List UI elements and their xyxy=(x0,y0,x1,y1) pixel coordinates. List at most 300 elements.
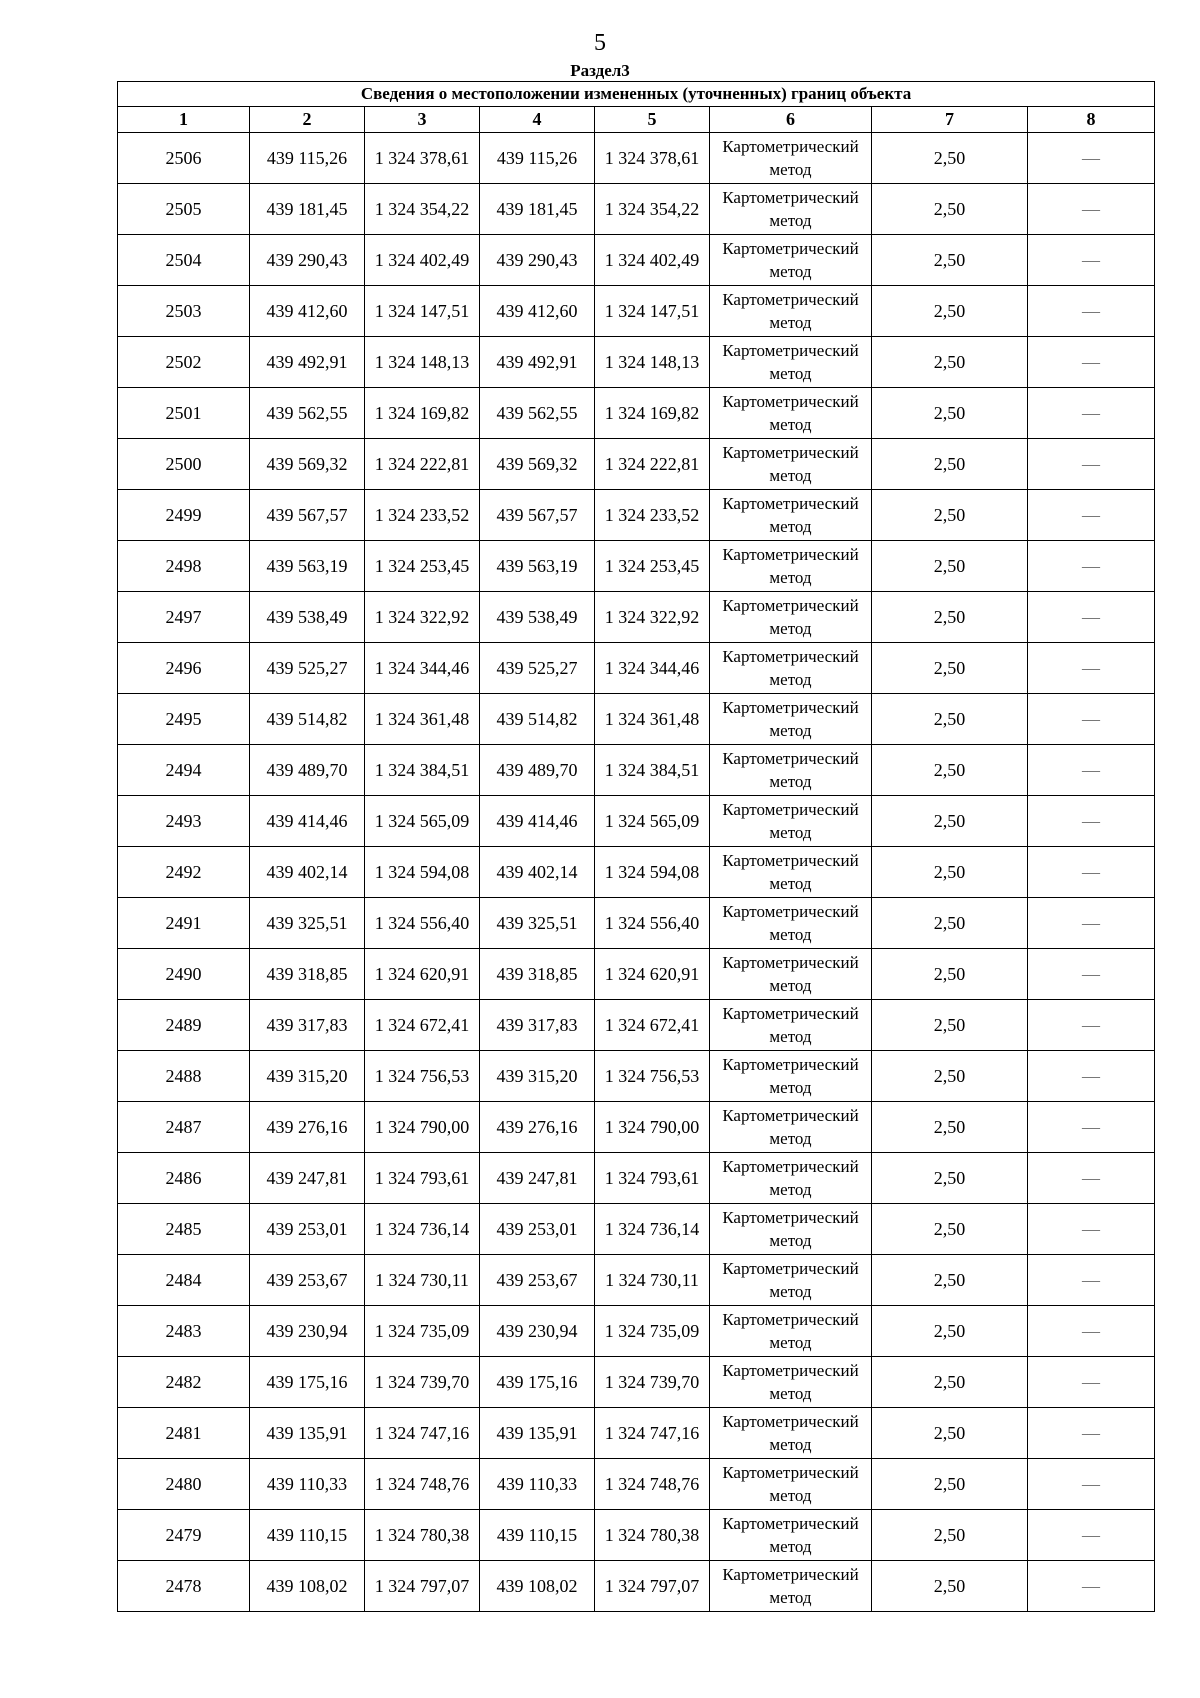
table-row xyxy=(118,439,1155,490)
x-refined-cell: 439 253,01 xyxy=(480,1204,595,1255)
method-cell xyxy=(710,1357,872,1408)
x-refined-cell: 439 290,43 xyxy=(480,235,595,286)
method-text: Картометрический метод xyxy=(722,596,859,638)
accuracy-cell: 2,50 xyxy=(872,1204,1028,1255)
table-row xyxy=(118,1000,1155,1051)
method-text: Картометрический метод xyxy=(722,341,859,383)
x-existing-cell: 439 525,27 xyxy=(250,643,365,694)
description-cell xyxy=(1028,1051,1155,1102)
table-caption: Сведения о местоположении измененных (уточненных) границ объекта xyxy=(118,82,1155,107)
method-text: Картометрический метод xyxy=(722,290,859,332)
table-row xyxy=(118,949,1155,1000)
table-row xyxy=(118,337,1155,388)
method-cell xyxy=(710,745,872,796)
x-existing-cell: 439 402,14 xyxy=(250,847,365,898)
y-refined-cell: 1 324 736,14 xyxy=(595,1204,710,1255)
table-row xyxy=(118,643,1155,694)
x-refined-cell: 439 325,51 xyxy=(480,898,595,949)
y-existing-cell: 1 324 354,22 xyxy=(365,184,480,235)
y-existing-cell: 1 324 790,00 xyxy=(365,1102,480,1153)
x-refined-cell: 439 315,20 xyxy=(480,1051,595,1102)
description-cell xyxy=(1028,1153,1155,1204)
point-number-cell: 2481 xyxy=(118,1408,250,1459)
y-existing-cell: 1 324 344,46 xyxy=(365,643,480,694)
x-existing-cell: 439 318,85 xyxy=(250,949,365,1000)
description-cell xyxy=(1028,745,1155,796)
description-cell xyxy=(1028,388,1155,439)
method-cell xyxy=(710,1102,872,1153)
table-row xyxy=(118,1459,1155,1510)
dash-text: — xyxy=(1082,453,1101,474)
table-row xyxy=(118,1153,1155,1204)
dash-text: — xyxy=(1082,1065,1101,1086)
point-number-cell: 2489 xyxy=(118,1000,250,1051)
dash-text: — xyxy=(1082,657,1101,678)
x-refined-cell: 439 181,45 xyxy=(480,184,595,235)
description-cell xyxy=(1028,796,1155,847)
method-cell xyxy=(710,1153,872,1204)
boundary-coordinates-table xyxy=(117,81,1155,1612)
x-existing-cell: 439 110,15 xyxy=(250,1510,365,1561)
dash-text: — xyxy=(1082,708,1101,729)
y-existing-cell: 1 324 402,49 xyxy=(365,235,480,286)
x-existing-cell: 439 414,46 xyxy=(250,796,365,847)
x-existing-cell: 439 290,43 xyxy=(250,235,365,286)
y-refined-cell: 1 324 780,38 xyxy=(595,1510,710,1561)
table-row xyxy=(118,1357,1155,1408)
x-refined-cell: 439 276,16 xyxy=(480,1102,595,1153)
accuracy-cell: 2,50 xyxy=(872,745,1028,796)
accuracy-cell: 2,50 xyxy=(872,592,1028,643)
x-refined-cell: 439 115,26 xyxy=(480,133,595,184)
y-refined-cell: 1 324 147,51 xyxy=(595,286,710,337)
table-row xyxy=(118,1408,1155,1459)
description-cell xyxy=(1028,1561,1155,1612)
point-number-cell: 2500 xyxy=(118,439,250,490)
point-number-cell: 2484 xyxy=(118,1255,250,1306)
y-refined-cell: 1 324 748,76 xyxy=(595,1459,710,1510)
x-refined-cell: 439 317,83 xyxy=(480,1000,595,1051)
point-number-cell: 2496 xyxy=(118,643,250,694)
point-number-cell: 2486 xyxy=(118,1153,250,1204)
y-existing-cell: 1 324 233,52 xyxy=(365,490,480,541)
y-existing-cell: 1 324 747,16 xyxy=(365,1408,480,1459)
description-cell xyxy=(1028,1459,1155,1510)
method-cell xyxy=(710,439,872,490)
y-existing-cell: 1 324 556,40 xyxy=(365,898,480,949)
dash-text: — xyxy=(1082,504,1101,525)
y-refined-cell: 1 324 253,45 xyxy=(595,541,710,592)
table-row xyxy=(118,847,1155,898)
method-text: Картометрический метод xyxy=(722,698,859,740)
section-title: Раздел3 xyxy=(570,61,630,80)
point-number-cell: 2490 xyxy=(118,949,250,1000)
y-existing-cell: 1 324 169,82 xyxy=(365,388,480,439)
method-text: Картометрический метод xyxy=(722,953,859,995)
point-number-cell: 2493 xyxy=(118,796,250,847)
x-existing-cell: 439 412,60 xyxy=(250,286,365,337)
method-text: Картометрический метод xyxy=(722,1514,859,1556)
y-existing-cell: 1 324 797,07 xyxy=(365,1561,480,1612)
method-text: Картометрический метод xyxy=(722,494,859,536)
y-existing-cell: 1 324 735,09 xyxy=(365,1306,480,1357)
y-existing-cell: 1 324 620,91 xyxy=(365,949,480,1000)
accuracy-cell: 2,50 xyxy=(872,133,1028,184)
description-cell xyxy=(1028,1408,1155,1459)
accuracy-cell: 2,50 xyxy=(872,490,1028,541)
accuracy-cell: 2,50 xyxy=(872,1000,1028,1051)
accuracy-cell: 2,50 xyxy=(872,694,1028,745)
method-text: Картометрический метод xyxy=(722,1310,859,1352)
x-existing-cell: 439 181,45 xyxy=(250,184,365,235)
dash-text: — xyxy=(1082,198,1101,219)
table-row xyxy=(118,541,1155,592)
x-refined-cell: 439 412,60 xyxy=(480,286,595,337)
point-number-cell: 2505 xyxy=(118,184,250,235)
dash-text: — xyxy=(1082,1320,1101,1341)
dash-text: — xyxy=(1082,963,1101,984)
accuracy-cell: 2,50 xyxy=(872,1051,1028,1102)
y-existing-cell: 1 324 253,45 xyxy=(365,541,480,592)
x-existing-cell: 439 492,91 xyxy=(250,337,365,388)
x-refined-cell: 439 402,14 xyxy=(480,847,595,898)
x-refined-cell: 439 108,02 xyxy=(480,1561,595,1612)
y-existing-cell: 1 324 565,09 xyxy=(365,796,480,847)
method-cell xyxy=(710,1408,872,1459)
x-existing-cell: 439 115,26 xyxy=(250,133,365,184)
column-number-5: 5 xyxy=(595,107,710,133)
x-refined-cell: 439 514,82 xyxy=(480,694,595,745)
x-refined-cell: 439 562,55 xyxy=(480,388,595,439)
description-cell xyxy=(1028,1255,1155,1306)
accuracy-cell: 2,50 xyxy=(872,1408,1028,1459)
x-refined-cell: 439 253,67 xyxy=(480,1255,595,1306)
dash-text: — xyxy=(1082,606,1101,627)
dash-text: — xyxy=(1082,912,1101,933)
dash-text: — xyxy=(1082,300,1101,321)
y-existing-cell: 1 324 780,38 xyxy=(365,1510,480,1561)
accuracy-cell: 2,50 xyxy=(872,898,1028,949)
accuracy-cell: 2,50 xyxy=(872,184,1028,235)
x-refined-cell: 439 175,16 xyxy=(480,1357,595,1408)
method-cell xyxy=(710,949,872,1000)
x-refined-cell: 439 230,94 xyxy=(480,1306,595,1357)
y-existing-cell: 1 324 147,51 xyxy=(365,286,480,337)
column-number-row xyxy=(118,107,1155,133)
page-number: 5 xyxy=(594,30,606,56)
method-cell xyxy=(710,1051,872,1102)
x-refined-cell: 439 135,91 xyxy=(480,1408,595,1459)
accuracy-cell: 2,50 xyxy=(872,439,1028,490)
y-refined-cell: 1 324 672,41 xyxy=(595,1000,710,1051)
x-refined-cell: 439 492,91 xyxy=(480,337,595,388)
method-cell xyxy=(710,235,872,286)
x-existing-cell: 439 538,49 xyxy=(250,592,365,643)
y-existing-cell: 1 324 739,70 xyxy=(365,1357,480,1408)
accuracy-cell: 2,50 xyxy=(872,541,1028,592)
method-cell xyxy=(710,1459,872,1510)
method-cell xyxy=(710,490,872,541)
dash-text: — xyxy=(1082,249,1101,270)
y-refined-cell: 1 324 565,09 xyxy=(595,796,710,847)
accuracy-cell: 2,50 xyxy=(872,847,1028,898)
x-existing-cell: 439 108,02 xyxy=(250,1561,365,1612)
x-refined-cell: 439 247,81 xyxy=(480,1153,595,1204)
method-text: Картометрический метод xyxy=(722,851,859,893)
point-number-cell: 2487 xyxy=(118,1102,250,1153)
description-cell xyxy=(1028,235,1155,286)
dash-text: — xyxy=(1082,351,1101,372)
x-refined-cell: 439 563,19 xyxy=(480,541,595,592)
dash-text: — xyxy=(1082,1524,1101,1545)
x-existing-cell: 439 253,67 xyxy=(250,1255,365,1306)
y-existing-cell: 1 324 222,81 xyxy=(365,439,480,490)
table-row xyxy=(118,1051,1155,1102)
method-text: Картометрический метод xyxy=(722,1259,859,1301)
description-cell xyxy=(1028,898,1155,949)
description-cell xyxy=(1028,439,1155,490)
y-existing-cell: 1 324 748,76 xyxy=(365,1459,480,1510)
y-refined-cell: 1 324 556,40 xyxy=(595,898,710,949)
dash-text: — xyxy=(1082,861,1101,882)
x-existing-cell: 439 175,16 xyxy=(250,1357,365,1408)
column-number-8: 8 xyxy=(1028,107,1155,133)
method-text: Картометрический метод xyxy=(722,1157,859,1199)
method-cell xyxy=(710,1306,872,1357)
description-cell xyxy=(1028,133,1155,184)
x-existing-cell: 439 247,81 xyxy=(250,1153,365,1204)
point-number-cell: 2497 xyxy=(118,592,250,643)
point-number-cell: 2478 xyxy=(118,1561,250,1612)
y-existing-cell: 1 324 594,08 xyxy=(365,847,480,898)
dash-text: — xyxy=(1082,1422,1101,1443)
method-text: Картометрический метод xyxy=(722,1106,859,1148)
table-row xyxy=(118,388,1155,439)
dash-text: — xyxy=(1082,1371,1101,1392)
x-refined-cell: 439 525,27 xyxy=(480,643,595,694)
y-existing-cell: 1 324 793,61 xyxy=(365,1153,480,1204)
description-cell xyxy=(1028,1510,1155,1561)
x-existing-cell: 439 276,16 xyxy=(250,1102,365,1153)
x-existing-cell: 439 253,01 xyxy=(250,1204,365,1255)
point-number-cell: 2494 xyxy=(118,745,250,796)
y-refined-cell: 1 324 797,07 xyxy=(595,1561,710,1612)
method-text: Картометрический метод xyxy=(722,1463,859,1505)
y-refined-cell: 1 324 739,70 xyxy=(595,1357,710,1408)
method-cell xyxy=(710,286,872,337)
y-refined-cell: 1 324 361,48 xyxy=(595,694,710,745)
x-refined-cell: 439 567,57 xyxy=(480,490,595,541)
x-existing-cell: 439 315,20 xyxy=(250,1051,365,1102)
dash-text: — xyxy=(1082,1167,1101,1188)
y-existing-cell: 1 324 730,11 xyxy=(365,1255,480,1306)
x-existing-cell: 439 230,94 xyxy=(250,1306,365,1357)
dash-text: — xyxy=(1082,810,1101,831)
point-number-cell: 2503 xyxy=(118,286,250,337)
table-row xyxy=(118,1102,1155,1153)
table-row xyxy=(118,796,1155,847)
y-refined-cell: 1 324 384,51 xyxy=(595,745,710,796)
method-cell xyxy=(710,1204,872,1255)
accuracy-cell: 2,50 xyxy=(872,1102,1028,1153)
y-existing-cell: 1 324 361,48 xyxy=(365,694,480,745)
method-cell xyxy=(710,1000,872,1051)
y-refined-cell: 1 324 169,82 xyxy=(595,388,710,439)
table-row xyxy=(118,286,1155,337)
x-refined-cell: 439 110,15 xyxy=(480,1510,595,1561)
column-number-1: 1 xyxy=(118,107,250,133)
description-cell xyxy=(1028,1357,1155,1408)
y-existing-cell: 1 324 148,13 xyxy=(365,337,480,388)
x-existing-cell: 439 514,82 xyxy=(250,694,365,745)
y-existing-cell: 1 324 736,14 xyxy=(365,1204,480,1255)
method-text: Картометрический метод xyxy=(722,443,859,485)
method-cell xyxy=(710,1561,872,1612)
table-row xyxy=(118,133,1155,184)
point-number-cell: 2501 xyxy=(118,388,250,439)
y-refined-cell: 1 324 402,49 xyxy=(595,235,710,286)
y-refined-cell: 1 324 756,53 xyxy=(595,1051,710,1102)
x-refined-cell: 439 318,85 xyxy=(480,949,595,1000)
method-text: Картометрический метод xyxy=(722,239,859,281)
method-text: Картометрический метод xyxy=(722,1208,859,1250)
y-refined-cell: 1 324 730,11 xyxy=(595,1255,710,1306)
method-cell xyxy=(710,133,872,184)
point-number-cell: 2495 xyxy=(118,694,250,745)
description-cell xyxy=(1028,337,1155,388)
accuracy-cell: 2,50 xyxy=(872,1561,1028,1612)
description-cell xyxy=(1028,1102,1155,1153)
y-refined-cell: 1 324 222,81 xyxy=(595,439,710,490)
y-existing-cell: 1 324 378,61 xyxy=(365,133,480,184)
y-existing-cell: 1 324 384,51 xyxy=(365,745,480,796)
description-cell xyxy=(1028,694,1155,745)
method-cell xyxy=(710,592,872,643)
accuracy-cell: 2,50 xyxy=(872,235,1028,286)
method-cell xyxy=(710,541,872,592)
dash-text: — xyxy=(1082,147,1101,168)
description-cell xyxy=(1028,1306,1155,1357)
column-number-6: 6 xyxy=(710,107,872,133)
dash-text: — xyxy=(1082,759,1101,780)
method-cell xyxy=(710,643,872,694)
accuracy-cell: 2,50 xyxy=(872,388,1028,439)
y-refined-cell: 1 324 594,08 xyxy=(595,847,710,898)
x-refined-cell: 439 110,33 xyxy=(480,1459,595,1510)
description-cell xyxy=(1028,286,1155,337)
x-refined-cell: 439 569,32 xyxy=(480,439,595,490)
method-cell xyxy=(710,796,872,847)
point-number-cell: 2485 xyxy=(118,1204,250,1255)
method-text: Картометрический метод xyxy=(722,749,859,791)
dash-text: — xyxy=(1082,402,1101,423)
point-number-cell: 2498 xyxy=(118,541,250,592)
point-number-cell: 2479 xyxy=(118,1510,250,1561)
method-cell xyxy=(710,898,872,949)
table-row xyxy=(118,592,1155,643)
dash-text: — xyxy=(1082,1473,1101,1494)
y-refined-cell: 1 324 747,16 xyxy=(595,1408,710,1459)
method-cell xyxy=(710,1510,872,1561)
description-cell xyxy=(1028,643,1155,694)
method-cell xyxy=(710,694,872,745)
table-row xyxy=(118,694,1155,745)
accuracy-cell: 2,50 xyxy=(872,1255,1028,1306)
y-refined-cell: 1 324 322,92 xyxy=(595,592,710,643)
dash-text: — xyxy=(1082,1575,1101,1596)
accuracy-cell: 2,50 xyxy=(872,1459,1028,1510)
x-existing-cell: 439 567,57 xyxy=(250,490,365,541)
description-cell xyxy=(1028,541,1155,592)
y-refined-cell: 1 324 233,52 xyxy=(595,490,710,541)
point-number-cell: 2491 xyxy=(118,898,250,949)
description-cell xyxy=(1028,847,1155,898)
description-cell xyxy=(1028,592,1155,643)
accuracy-cell: 2,50 xyxy=(872,643,1028,694)
x-existing-cell: 439 562,55 xyxy=(250,388,365,439)
column-number-2: 2 xyxy=(250,107,365,133)
point-number-cell: 2502 xyxy=(118,337,250,388)
y-existing-cell: 1 324 672,41 xyxy=(365,1000,480,1051)
x-existing-cell: 439 563,19 xyxy=(250,541,365,592)
accuracy-cell: 2,50 xyxy=(872,1306,1028,1357)
y-refined-cell: 1 324 790,00 xyxy=(595,1102,710,1153)
x-existing-cell: 439 569,32 xyxy=(250,439,365,490)
table-row xyxy=(118,1204,1155,1255)
description-cell xyxy=(1028,949,1155,1000)
table-row xyxy=(118,490,1155,541)
x-refined-cell: 439 538,49 xyxy=(480,592,595,643)
table-row xyxy=(118,745,1155,796)
description-cell xyxy=(1028,490,1155,541)
method-cell xyxy=(710,388,872,439)
x-existing-cell: 439 110,33 xyxy=(250,1459,365,1510)
method-text: Картометрический метод xyxy=(722,647,859,689)
table-body xyxy=(118,133,1155,1612)
point-number-cell: 2488 xyxy=(118,1051,250,1102)
x-existing-cell: 439 317,83 xyxy=(250,1000,365,1051)
method-text: Картометрический метод xyxy=(722,1412,859,1454)
y-refined-cell: 1 324 148,13 xyxy=(595,337,710,388)
x-existing-cell: 439 135,91 xyxy=(250,1408,365,1459)
x-existing-cell: 439 325,51 xyxy=(250,898,365,949)
y-refined-cell: 1 324 735,09 xyxy=(595,1306,710,1357)
accuracy-cell: 2,50 xyxy=(872,337,1028,388)
method-cell xyxy=(710,847,872,898)
table-row xyxy=(118,184,1155,235)
description-cell xyxy=(1028,1204,1155,1255)
dash-text: — xyxy=(1082,1218,1101,1239)
point-number-cell: 2480 xyxy=(118,1459,250,1510)
method-text: Картометрический метод xyxy=(722,545,859,587)
dash-text: — xyxy=(1082,1269,1101,1290)
method-text: Картометрический метод xyxy=(722,800,859,842)
y-refined-cell: 1 324 354,22 xyxy=(595,184,710,235)
table-row xyxy=(118,1561,1155,1612)
table-row xyxy=(118,898,1155,949)
method-text: Картометрический метод xyxy=(722,188,859,230)
accuracy-cell: 2,50 xyxy=(872,796,1028,847)
point-number-cell: 2492 xyxy=(118,847,250,898)
x-existing-cell: 439 489,70 xyxy=(250,745,365,796)
method-text: Картометрический метод xyxy=(722,137,859,179)
method-text: Картометрический метод xyxy=(722,392,859,434)
method-cell xyxy=(710,1255,872,1306)
dash-text: — xyxy=(1082,1116,1101,1137)
column-number-4: 4 xyxy=(480,107,595,133)
dash-text: — xyxy=(1082,1014,1101,1035)
y-refined-cell: 1 324 793,61 xyxy=(595,1153,710,1204)
